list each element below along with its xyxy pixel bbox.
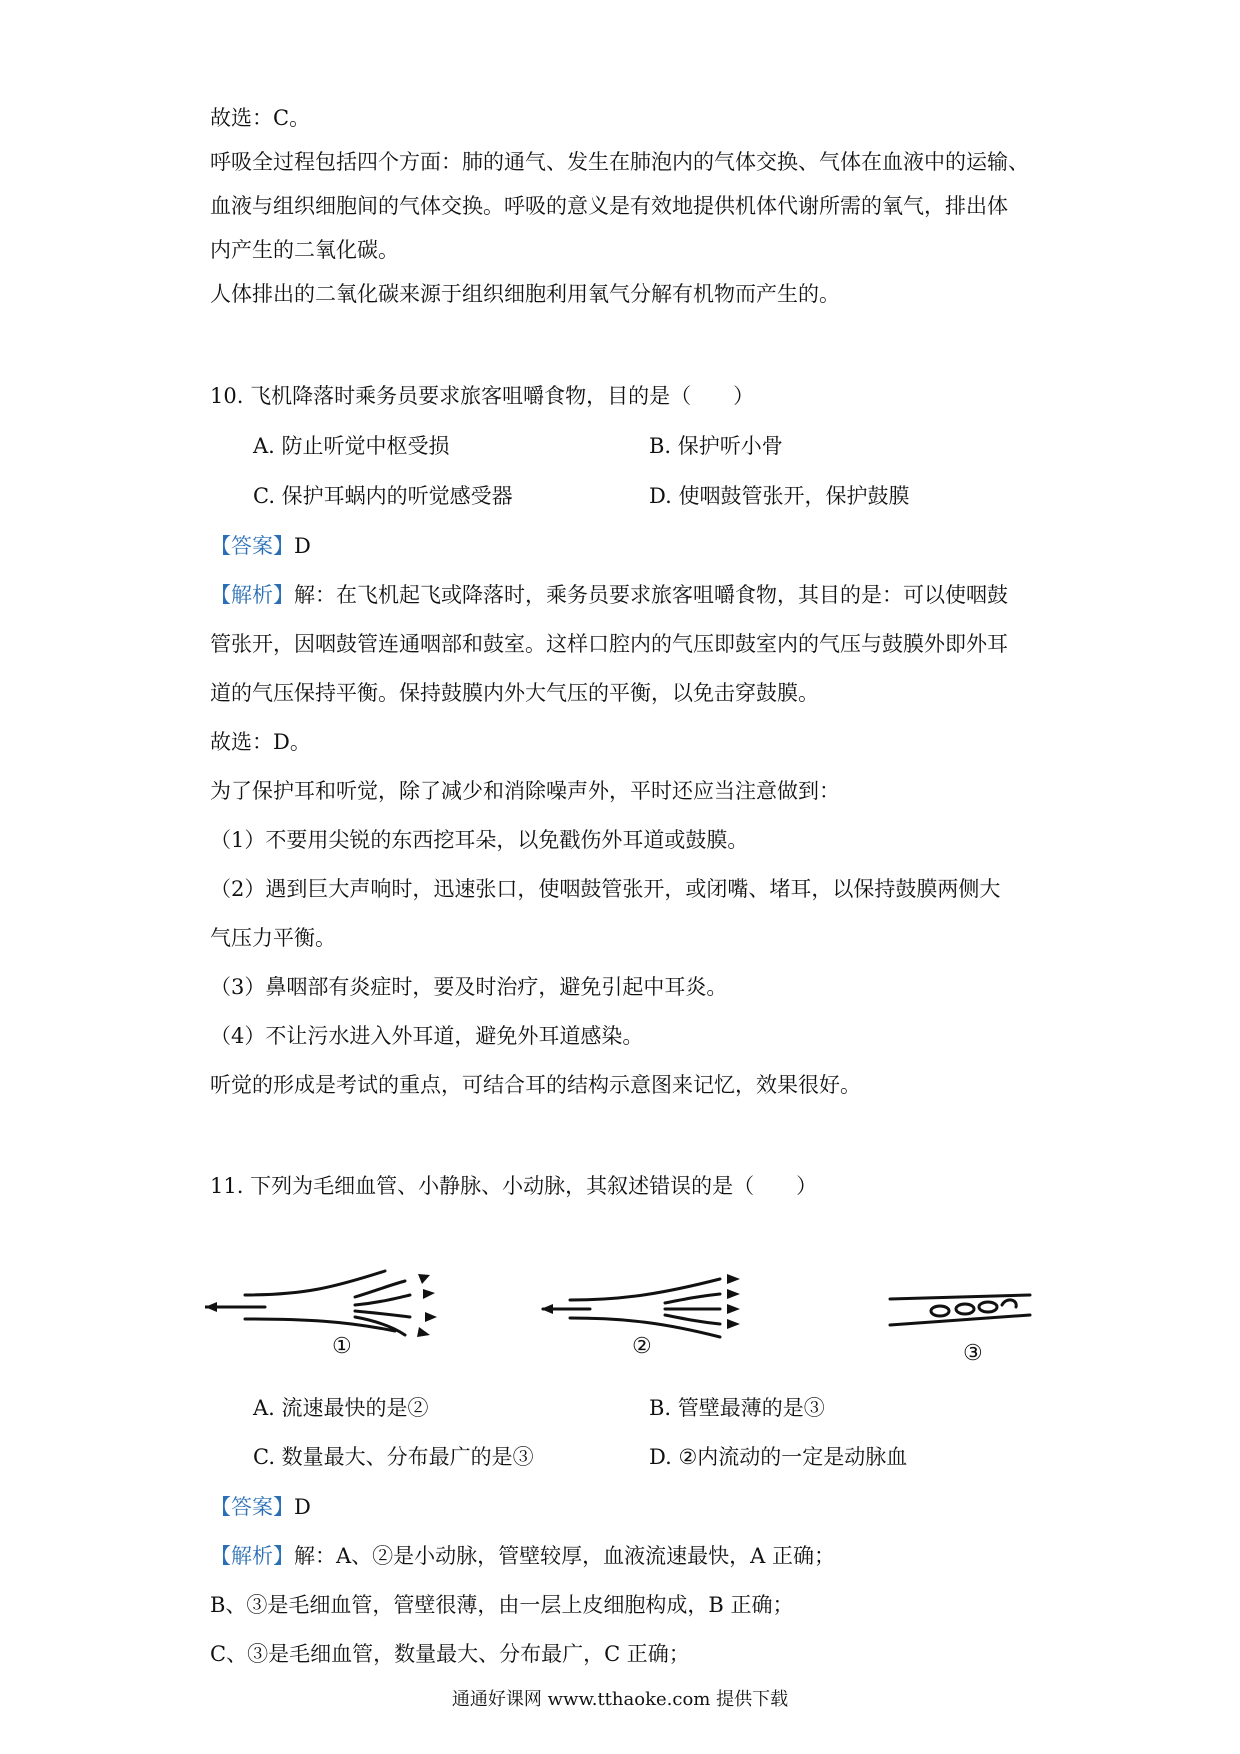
q10-conclusion: 故选：D。 bbox=[210, 730, 311, 754]
prev-paragraph-line: 血液与组织细胞间的气体交换。呼吸的意义是有效地提供机体代谢所需的氧气，排出体 bbox=[210, 194, 1008, 218]
answer-tag: 【答案】 bbox=[210, 534, 294, 558]
q10-list-item-cont: 气压力平衡。 bbox=[210, 926, 336, 950]
q11-analysis-line: B、③是毛细血管，管壁很薄，由一层上皮细胞构成，B 正确； bbox=[210, 1593, 794, 1617]
q10-list-item: （4）不让污水进入外耳道，避免外耳道感染。 bbox=[210, 1024, 644, 1048]
analysis-text: 解：A、②是小动脉，管壁较厚，血液流速最快，A 正确； bbox=[294, 1544, 836, 1568]
prev-paragraph-line: 内产生的二氧化碳。 bbox=[210, 238, 399, 262]
prev-paragraph-line: 呼吸全过程包括四个方面：肺的通气、发生在肺泡内的气体交换、气体在血液中的运输、 bbox=[210, 150, 1029, 174]
q10-summary: 听觉的形成是考试的重点，可结合耳的结构示意图来记忆，效果很好。 bbox=[210, 1073, 861, 1097]
q11-option-c: C. 数量最大、分布最广的是③ bbox=[253, 1445, 534, 1469]
answer-value: D bbox=[294, 1495, 311, 1519]
q11-option-a: A. 流速最快的是② bbox=[253, 1396, 429, 1420]
q10-analysis-line: 为了保护耳和听觉，除了减少和消除噪声外，平时还应当注意做到： bbox=[210, 779, 840, 803]
vessel-2-figure bbox=[535, 1265, 775, 1350]
vessel-1-label: ① bbox=[332, 1334, 352, 1359]
q10-list-item: （2）遇到巨大声响时，迅速张口，使咽鼓管张开，或闭嘴、堵耳，以保持鼓膜两侧大 bbox=[210, 877, 1001, 901]
q10-option-d: D. 使咽鼓管张开，保护鼓膜 bbox=[649, 484, 910, 508]
q10-option-b: B. 保护听小骨 bbox=[649, 434, 783, 458]
vessel-3-figure bbox=[880, 1285, 1040, 1340]
prev-conclusion: 故选：C。 bbox=[210, 106, 311, 130]
q10-answer bbox=[210, 532, 311, 560]
page-footer: 通通好课网 www.tthaoke.com 提供下载 bbox=[451, 1689, 789, 1710]
q10-list-item: （1）不要用尖锐的东西挖耳朵，以免戳伤外耳道或鼓膜。 bbox=[210, 828, 749, 852]
answer-value: D bbox=[294, 534, 311, 558]
analysis-text: 解：在飞机起飞或降落时，乘务员要求旅客咀嚼食物，其目的是：可以使咽鼓 bbox=[294, 583, 1008, 607]
q11-option-b: B. 管壁最薄的是③ bbox=[649, 1396, 825, 1420]
analysis-tag: 【解析】 bbox=[210, 583, 294, 607]
q10-list-item: （3）鼻咽部有炎症时，要及时治疗，避免引起中耳炎。 bbox=[210, 975, 728, 999]
analysis-tag: 【解析】 bbox=[210, 1544, 294, 1568]
q10-analysis bbox=[210, 581, 1008, 609]
vessel-2-label: ② bbox=[632, 1334, 652, 1359]
q11-analysis bbox=[210, 1542, 835, 1570]
q11-answer bbox=[210, 1493, 311, 1521]
answer-tag: 【答案】 bbox=[210, 1495, 294, 1519]
q11-option-d: D. ②内流动的一定是动脉血 bbox=[649, 1445, 908, 1469]
prev-paragraph-2: 人体排出的二氧化碳来源于组织细胞利用氧气分解有机物而产生的。 bbox=[210, 282, 840, 306]
q11-analysis-line: C、③是毛细血管，数量最大、分布最广，C 正确； bbox=[210, 1642, 690, 1666]
q10-stem: 10. 飞机降落时乘务员要求旅客咀嚼食物，目的是（ ） bbox=[210, 384, 755, 408]
q10-option-c: C. 保护耳蜗内的听觉感受器 bbox=[253, 484, 513, 508]
q10-analysis-line: 道的气压保持平衡。保持鼓膜内外大气压的平衡，以免击穿鼓膜。 bbox=[210, 681, 819, 705]
q10-analysis-line: 管张开，因咽鼓管连通咽部和鼓室。这样口腔内的气压即鼓室内的气压与鼓膜外即外耳 bbox=[210, 632, 1008, 656]
vessel-3-label: ③ bbox=[963, 1341, 983, 1366]
q11-stem: 11. 下列为毛细血管、小静脉、小动脉，其叙述错误的是（ ） bbox=[210, 1174, 818, 1198]
q10-option-a: A. 防止听觉中枢受损 bbox=[253, 434, 450, 458]
